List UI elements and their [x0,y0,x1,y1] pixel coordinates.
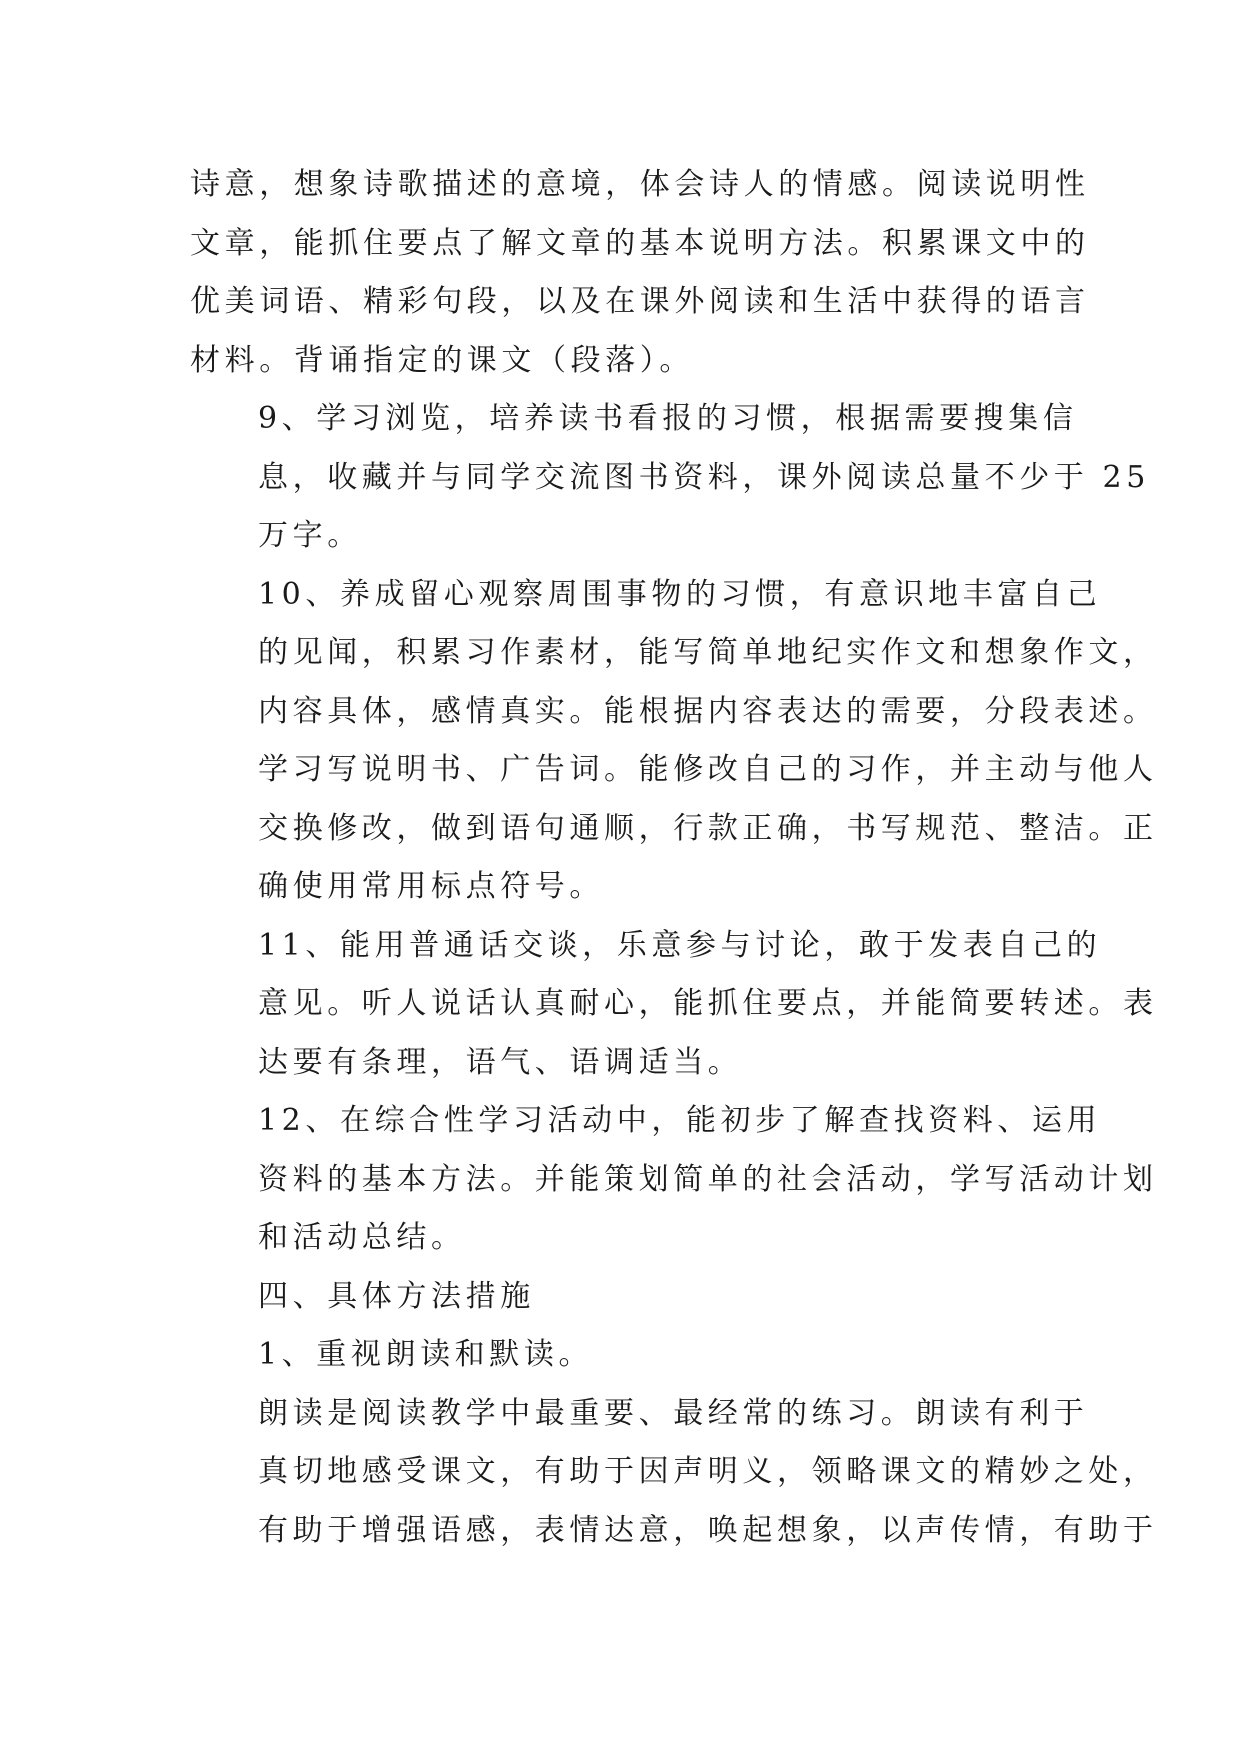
text-line: 四、具体方法措施 [258,1278,535,1314]
text-line: 9、学习浏览，培养读书看报的习惯，根据需要搜集信 [258,401,1078,436]
text-line: 真切地感受课文，有助于因声明义，领略课文的精妙之处， [258,1454,1158,1489]
paragraph [190,1268,1056,1327]
text-line: 12、在综合性学习活动中，能初步了解查找资料、运用 [258,1103,1102,1138]
text-line: 的见闻，积累习作素材，能写简单地纪实作文和想象作文， [258,635,1158,670]
paragraph [190,1092,1158,1268]
paragraph [190,1385,1158,1561]
text-line: 达要有条理，语气、语调适当。 [258,1044,743,1080]
document-body [190,156,1158,1560]
text-line: 意见。听人说话认真耐心，能抓住要点，并能简要转述。表 [258,986,1158,1021]
text-line: 1、重视朗读和默读。 [258,1337,594,1372]
paragraph [190,156,1090,390]
text-line: 优美词语、精彩句段，以及在课外阅读和生活中获得的语言 [190,284,1090,319]
text-line: 10、养成留心观察周围事物的习惯，有意识地丰富自己 [258,576,1102,612]
text-line: 学习写说明书、广告词。能修改自己的习作，并主动与他人 [258,752,1158,787]
text-line: 朗读是阅读教学中最重要、最经常的练习。朗读有利于 [258,1395,1089,1431]
text-line: 确使用常用标点符号。 [258,869,604,904]
text-line: 内容具体，感情真实。能根据内容表达的需要，分段表述。 [258,693,1158,729]
paragraph [190,917,1158,1093]
text-line: 资料的基本方法。并能策划简单的社会活动，学写活动计划 [258,1161,1158,1197]
text-line: 万字。 [258,518,362,553]
text-line: 息，收藏并与同学交流图书资料，课外阅读总量不少于 25 [258,459,1150,495]
text-line: 和活动总结。 [258,1220,466,1255]
text-line: 有助于增强语感，表情达意，唤起想象，以声传情，有助于 [258,1512,1158,1548]
paragraph [190,566,1158,917]
text-line: 材料。背诵指定的课文（段落）。 [190,342,694,378]
text-line: 交换修改，做到语句通顺，行款正确，书写规范、整洁。正 [258,810,1158,846]
paragraph [190,1326,1056,1385]
paragraph [190,390,1150,566]
text-line: 诗意，想象诗歌描述的意境，体会诗人的情感。阅读说明性 [190,167,1090,202]
text-line: 11、能用普通话交谈，乐意参与讨论，敢于发表自己的 [258,927,1102,963]
text-line: 文章，能抓住要点了解文章的基本说明方法。积累课文中的 [190,225,1090,261]
